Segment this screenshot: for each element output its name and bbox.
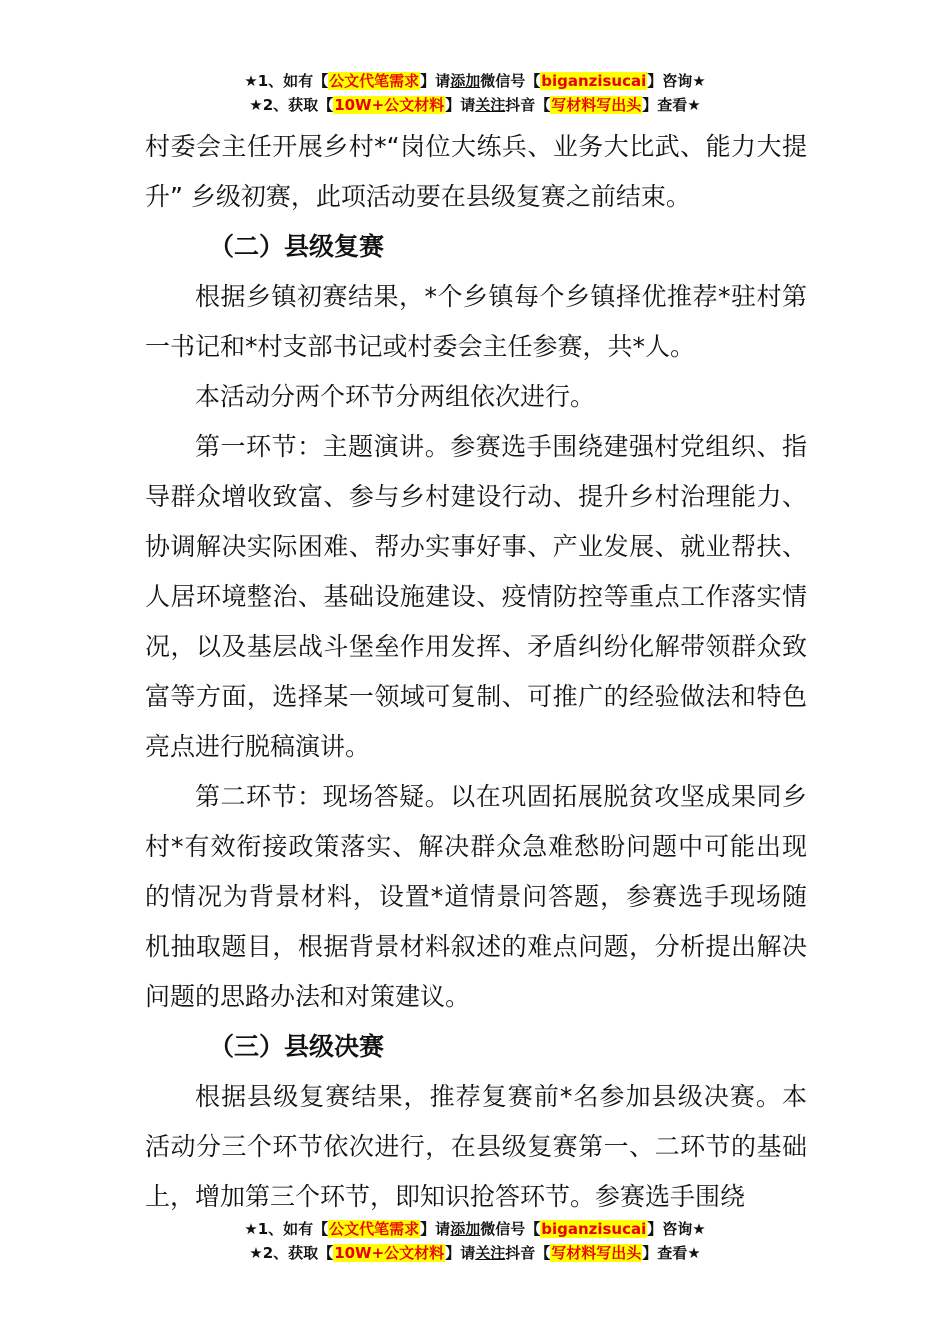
paragraph: 根据乡镇初赛结果，*个乡镇每个乡镇择优推荐*驻村第一书记和*村支部书记或村委会主任参赛，共*人。 bbox=[145, 282, 807, 361]
banner-text: 微信号【 bbox=[480, 72, 541, 90]
highlight-materials: 10W+公文材料 bbox=[334, 1244, 445, 1262]
banner-text: 】咨询★ bbox=[647, 1220, 706, 1238]
banner-underlined-text: 关注 bbox=[475, 1244, 506, 1262]
highlight-wechat-id[interactable]: biganzisucai bbox=[541, 1220, 647, 1238]
banner-text: 微信号【 bbox=[480, 1220, 541, 1238]
highlight-douyin-account[interactable]: 写材料写出头 bbox=[551, 1244, 642, 1262]
highlight-service: 公文代笔需求 bbox=[329, 1220, 420, 1238]
banner-text: 抖音【 bbox=[505, 1244, 551, 1262]
banner-text: ★1、如有【 bbox=[244, 72, 329, 90]
banner-text: ★2、获取【 bbox=[249, 96, 334, 114]
banner-text: 抖音【 bbox=[505, 96, 551, 114]
banner-underlined-text: 添加 bbox=[450, 1220, 481, 1238]
banner-text: 】请 bbox=[420, 1220, 451, 1238]
footer-banner bbox=[0, 1217, 950, 1265]
paragraph: 本活动分两个环节分两组依次进行。 bbox=[195, 382, 596, 411]
banner-line-1 bbox=[0, 69, 950, 93]
header-banner bbox=[0, 69, 950, 117]
highlight-materials: 10W+公文材料 bbox=[334, 96, 445, 114]
section-heading: （二）县级复赛 bbox=[209, 232, 385, 261]
paragraph: 村委会主任开展乡村*“岗位大练兵、业务大比武、能力大提升” 乡级初赛，此项活动要在县级复赛之前结束。 bbox=[145, 132, 807, 211]
banner-text: 】查看★ bbox=[642, 96, 701, 114]
highlight-wechat-id[interactable]: biganzisucai bbox=[541, 72, 647, 90]
banner-underlined-text: 添加 bbox=[450, 72, 481, 90]
banner-text: ★2、获取【 bbox=[249, 1244, 334, 1262]
banner-text: 】咨询★ bbox=[647, 72, 706, 90]
section-heading: （三）县级决赛 bbox=[209, 1032, 385, 1061]
document-body bbox=[145, 122, 807, 1222]
banner-text: 】请 bbox=[445, 1244, 476, 1262]
banner-line-2 bbox=[0, 93, 950, 117]
banner-line-2 bbox=[0, 1241, 950, 1265]
banner-text: ★1、如有【 bbox=[244, 1220, 329, 1238]
banner-text: 】请 bbox=[420, 72, 451, 90]
paragraph: 根据县级复赛结果，推荐复赛前*名参加县级决赛。本活动分三个环节依次进行，在县级复赛第一、二环节的基础上，增加第三个环节，即知识抢答环节。参赛选手围绕 bbox=[145, 1082, 807, 1211]
banner-underlined-text: 关注 bbox=[475, 96, 506, 114]
banner-line-1 bbox=[0, 1217, 950, 1241]
highlight-douyin-account[interactable]: 写材料写出头 bbox=[551, 96, 642, 114]
banner-text: 】查看★ bbox=[642, 1244, 701, 1262]
paragraph: 第二环节：现场答疑。以在巩固拓展脱贫攻坚成果同乡村*有效衔接政策落实、解决群众急难愁盼问题中可能出现的情况为背景材料，设置*道情景问答题，参赛选手现场随机抽取题目，根据背景材料叙述的难点问题，分析提出解决问题的思路办法和对策建议。 bbox=[145, 782, 807, 1011]
highlight-service: 公文代笔需求 bbox=[329, 72, 420, 90]
banner-text: 】请 bbox=[445, 96, 476, 114]
paragraph: 第一环节：主题演讲。参赛选手围绕建强村党组织、指导群众增收致富、参与乡村建设行动、提升乡村治理能力、协调解决实际困难、帮办实事好事、产业发展、就业帮扶、人居环境整治、基础设施建设、疫情防控等重点工作落实情况，以及基层战斗堡垒作用发挥、矛盾纠纷化解带领群众致富等方面，选择某一领域可复制、可推广的经验做法和特色亮点进行脱稿演讲。 bbox=[145, 432, 807, 761]
